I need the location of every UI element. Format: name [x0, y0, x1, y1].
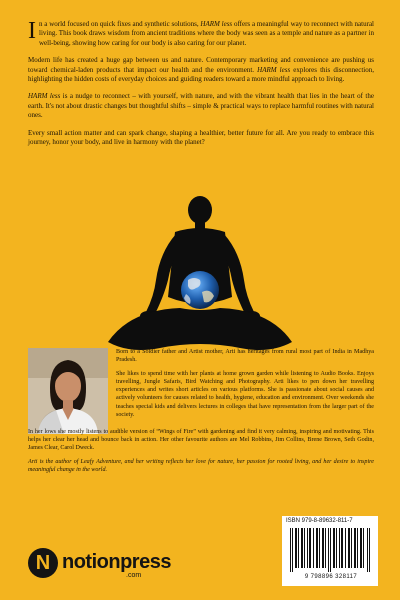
blurb-paragraph-2 — [28, 56, 374, 84]
bio-paragraph-2: She likes to spend time with her plants at home grown garden while listening to Audio Books. Enjoys travelling, Jungle Safaris, Bird Watching and Photography. Arti likes to pen down her travelling experiences and writes short articles on various platforms. She is passionate about social causes and actively volunteers for causes related to health, hygiene, education and environment. Over weekends she teaches special kids and delivers lectures in colleges that have representation from the larger part of the society. — [116, 371, 374, 418]
bio-paragraph-3: In her lows she mostly listens to audible version of “Wings of Fire” with gardening and find it very calming, inspiring and motivating. This helps her clear her head and bounce back in action. Her other favourite authors are Mel Robbins, Jim Collins, Brene Brown, Seth Godin, James Clear, Carol Dweck. — [28, 429, 374, 452]
barcode-number: 9 798896 328117 — [304, 574, 358, 580]
author-portrait-icon — [28, 348, 108, 434]
notionpress-logo-icon: N — [28, 548, 58, 578]
blurb-text: n a world focused on quick fixes and synthetic solutions, — [39, 20, 201, 28]
book-title-italic: HARM less — [257, 65, 291, 74]
blurb-paragraph-1 — [28, 20, 374, 48]
author-note: Arti is the author of Leafy Adventure, and her writing reflects her love for nature, her passion for rooted living, and her desire to inspire meaningful change in the world. — [28, 459, 374, 474]
book-title-italic: HARM less — [28, 92, 61, 101]
bio-paragraph-1: Born to a Soldier father and Artist mother, Arti has heritages from rural most part of India in Madhya Pradesh. — [116, 349, 374, 364]
blurb-text: is a nudge to reconnect – with yourself, with nature, and with the vibrant health that lies in the heart of the earth. It's not about drastic changes but thoughtful shifts – simple & practical ways to replace harmful routines with natural ones. — [28, 92, 374, 120]
blurb-paragraph-4: Every small action matter and can spark change, shaping a healthier, better future for all. Are you ready to embrace this journey, honor your body, and live in harmony with the planet? — [28, 128, 374, 147]
book-title-italic: HARM less — [200, 20, 233, 28]
drop-cap: I — [28, 18, 36, 44]
meditating-silhouette-with-earth-icon — [90, 192, 310, 362]
author-photo — [28, 348, 108, 434]
publisher-name: notionpress — [62, 551, 171, 573]
blurb — [28, 20, 374, 155]
blurb-text: explores this disconnection, highlighting the hidden costs of everyday choices and guiding readers toward a more mindful approach to living. — [28, 65, 374, 84]
blurb-text: offers a meaningful way to reconnect with natural living. This book draws wisdom from ancient traditions where the body was seen as a temple and nature as a partner in well-being, showing how caring for our body is also caring for our planet. — [39, 20, 374, 47]
author-bio-bottom — [28, 428, 374, 480]
blurb-paragraph-3 — [28, 92, 374, 120]
publisher-logo — [28, 546, 178, 582]
publisher-domain: .com — [126, 572, 142, 579]
isbn-label: ISBN 979-8-89632-811-7 — [286, 518, 353, 524]
isbn-barcode-icon — [288, 528, 372, 572]
blurb-text: Modern life has created a huge gap between us and nature. Contemporary marketing and convenience are pushing us toward chemical-laden products that impact our health and the environment. — [28, 56, 374, 74]
author-bio-top — [116, 348, 374, 425]
